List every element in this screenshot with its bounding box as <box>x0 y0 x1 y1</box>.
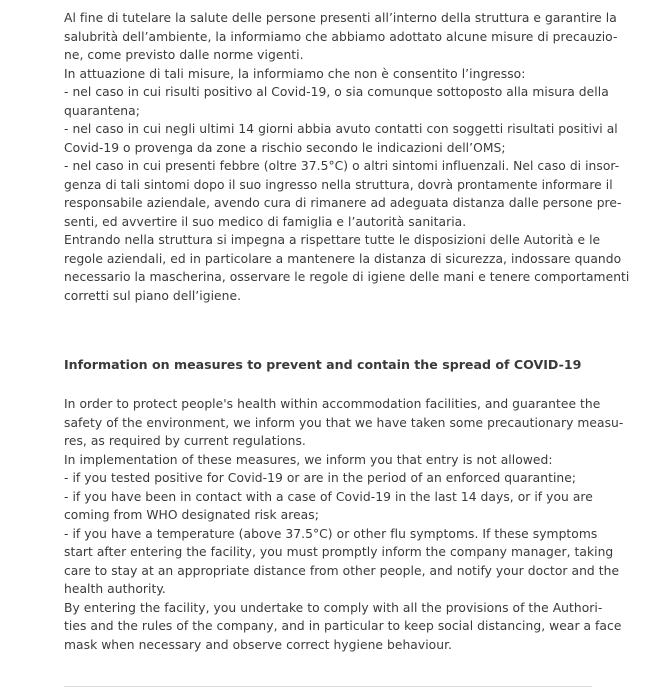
text-line: Al fine di tutelare la salute delle persone presenti all’interno della struttura e garantire la <box>64 11 617 25</box>
text-line: - nel caso in cui risulti positivo al Covid-19, o sia comunque sottoposto alla misura della <box>64 85 609 99</box>
english-notice-title: Information on measures to prevent and contain the spread of COVID-19 <box>64 357 582 372</box>
text-line: In implementation of these measures, we inform you that entry is not allowed: <box>64 452 553 467</box>
text-line: salubrità dell’ambiente, la informiamo che abbiamo adottato alcune misure di precauzio- <box>64 29 618 44</box>
text-line: necessario la mascherina, osservare le regole di igiene delle mani e tenere comportamenti <box>64 270 630 284</box>
text-line: ties and the rules of the company, and in particular to keep social distancing, wear a face <box>64 619 622 633</box>
bottom-divider <box>64 686 592 687</box>
text-line: quarantena; <box>64 103 140 118</box>
text-line: - if you tested positive for Covid-19 or are in the period of an enforced quarantine; <box>64 471 577 485</box>
text-line: responsabile aziendale, avendo cura di rimanere ad adeguata distanza dalle persone pre- <box>64 196 622 210</box>
text-line: care to stay at an appropriate distance from other people, and notify your doctor and the <box>64 563 620 578</box>
text-line: In order to protect people's health within accommodation facilities, and guarantee the <box>64 397 601 411</box>
text-line: - nel caso in cui negli ultimi 14 giorni abbia avuto contatti con soggetti risultati positivi al <box>64 122 618 136</box>
text-line: ne, come previsto dalle norme vigenti. <box>64 48 304 62</box>
text-line: Entrando nella struttura si impegna a rispettare tutte le disposizioni delle Autorità e le <box>64 233 601 247</box>
text-line: By entering the facility, you undertake to comply with all the provisions of the Authori- <box>64 600 603 615</box>
text-line: - if you have been in contact with a case of Covid-19 in the last 14 days, or if you are <box>64 489 593 504</box>
text-line: start after entering the facility, you must promptly inform the company manager, taking <box>64 545 614 559</box>
text-line: Covid-19 o provenga da zone a rischio secondo le indicazioni dell’OMS; <box>64 140 506 155</box>
text-line: mask when necessary and observe correct hygiene behaviour. <box>64 637 453 652</box>
text-line: coming from WHO designated risk areas; <box>64 508 319 522</box>
text-line: In attuazione di tali misure, la informiamo che non è consentito l’ingresso: <box>64 66 526 81</box>
text-line: regole aziendali, ed in particolare a mantenere la distanza di sicurezza, indossare quando <box>64 251 622 266</box>
text-line: corretti sul piano dell’igiene. <box>64 288 242 303</box>
english-notice-text <box>64 395 624 654</box>
italian-notice-text <box>64 9 630 305</box>
text-line: senti, ed avvertire il suo medico di famiglia e l’autorità sanitaria. <box>64 214 467 229</box>
text-line: safety of the environment, we inform you that we have taken some precautionary measu- <box>64 415 624 430</box>
text-line: - nel caso in cui presenti febbre (oltre 37.5°C) o altri sintomi influenzali. Nel caso di insor- <box>64 159 620 173</box>
text-line: health authority. <box>64 582 166 596</box>
text-line: genza di tali sintomi dopo il suo ingresso nella struttura, dovrà prontamente informare il <box>64 177 613 192</box>
text-line: res, as required by current regulations. <box>64 434 306 448</box>
text-line: - if you have a temperature (above 37.5°C) or other flu symptoms. If these symptoms <box>64 526 598 541</box>
